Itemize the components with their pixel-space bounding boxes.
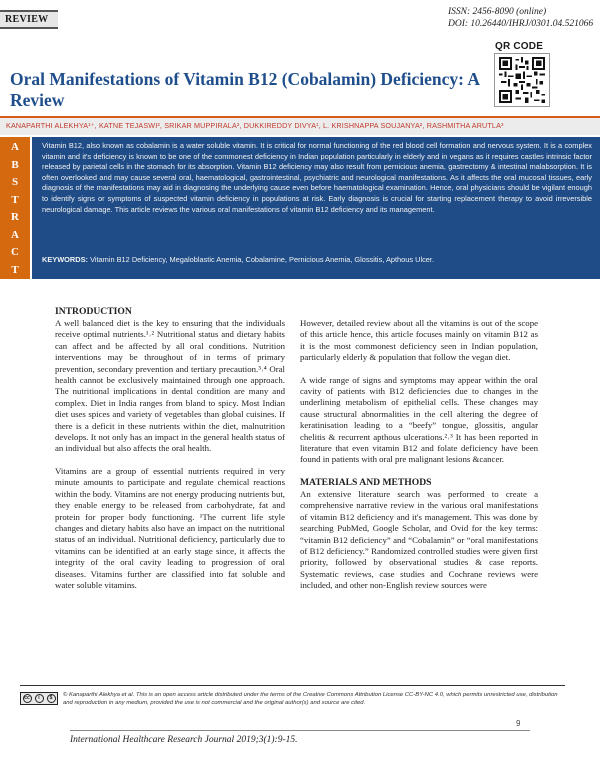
- right-paragraph-2: A wide range of signs and symptoms may appear within the oral cavity of patients with B12 deficiencies due to changes in the underlining metabolism of epithelial cells. These changes may cause structural abnormalities in the cell altering the degree of keratinisation leading to a “beefy” tongue, glossitis, angular chelitis & recurrent apthous ulcerations.²˒³ It has been reported in literature that even vitamin B12 and folate deficiency have been found in patients with oral pre malignant lesions &cancer.: [300, 374, 538, 465]
- abstract-letter: A: [11, 228, 19, 241]
- doi-text: DOI: 10.26440/IHRJ/0301.04.521066: [448, 19, 594, 29]
- qr-code-label: QR CODE: [495, 41, 544, 52]
- keywords-label: KEYWORDS:: [42, 255, 88, 264]
- footer-divider: [70, 730, 530, 731]
- abstract-side-label: [0, 137, 30, 279]
- left-column: [55, 306, 285, 591]
- abstract-letter: B: [11, 158, 19, 171]
- issn-text: ISSN: 2456-8090 (online): [448, 7, 547, 17]
- abstract-box: [32, 137, 600, 279]
- abstract-letter: C: [11, 246, 19, 258]
- methods-heading: MATERIALS AND METHODS: [300, 476, 432, 488]
- abstract-letter: T: [11, 263, 19, 276]
- issn-doi-block: [448, 6, 593, 30]
- abstract-letter: A: [11, 141, 19, 153]
- abstract-letter: R: [11, 211, 19, 223]
- journal-citation: International Healthcare Research Journal 2019;3(1):9-15.: [70, 735, 298, 745]
- license-text: © Kanaparthi Alekhya et al. This is an open access article distributed under the terms of the Creative Commons Attribution License CC-BY-NC 4.0, which permits unrestricted use, distribution and reproduction in any medium, provided the use is not commercial and the original author(s) and source are cited.: [63, 692, 558, 707]
- abstract-letter: T: [11, 193, 19, 206]
- page-number: 9: [516, 719, 521, 728]
- qr-code-icon: [494, 53, 550, 107]
- paper-title: Oral Manifestations of Vitamin B12 (Cobalamin) Deficiency: A Review: [10, 69, 480, 110]
- review-tag: REVIEW: [0, 10, 58, 29]
- methods-paragraph-1: An extensive literature search was performed to create a comprehensive narrative review in the various oral manifestations of vitamin B12 deficiency and it's management. This was done by searching PubMed, Google Scholar, and Ovid for the key terms: “vitamin B12 deficiency” and “Cobalamin” or “oral manifestations of B12 deficiency.” Randomized controlled studies were given first priority, followed by observational studies & case reports. Systematic reviews, case studies and Cochrane reviews were included, and other non-English review sources were: [300, 488, 538, 591]
- intro-paragraph-1: A well balanced diet is the key to ensuring that the individuals receive optimal nutrients.¹˒² Nutritional status and dietary habits can affect and be affected by all oral conditions. Nutrition interventions may be throughout of in terms of primary prevention, secondary prevention and tertiary precaution.³˒⁴ Oral health cannot be exclusively maintained through one approach. The nutritional implications in dental condition are many and complex. Diet in India ranges from bland to spicy. Most Indian diet uses spices and variety of vegetables than global cuisines. If there is a deficit in these nutrients within the diet, malnutrition develops. It not only has an impact in the general health status of an individual but also affects the oral health.: [55, 318, 285, 454]
- keywords-line: [42, 255, 592, 266]
- introduction-heading: INTRODUCTION: [55, 306, 132, 317]
- right-column: [300, 318, 538, 592]
- author-list: KANAPARTHI ALEKHYA¹⁺, KATNE TEJASWI², SRIKAR MUPPIRALA³, DUKKIREDDY DIVYA¹, L. KRISHNAPPA SOUJANYA², RASHMITHA ARUTLA³: [0, 116, 600, 135]
- intro-paragraph-2: Vitamins are a group of essential nutrients required in very minute amounts to participate and regulate chemical reactions within the body. Vitamins are not energy producing nutrients but, they enable energy to be released from carbohydrate, fat and protein for proper body functioning. ¹The current life style changes and dietary habits also have an impact on the nutritional status of an individual. Nutritional deficiency, particularly due to vitamins can be identified at an early stage since, it affects the integrity of the oral cavity leading to progression of oral diseases. Vitamins further are classified into fat soluble and water soluble vitamins.: [55, 465, 285, 590]
- creative-commons-icon[interactable]: cc i $: [20, 692, 58, 705]
- abstract-letter: S: [11, 176, 19, 188]
- license-notice: [20, 685, 565, 707]
- abstract-text: Vitamin B12, also known as cobalamin is a water soluble vitamin. It is critical for normal functioning of the red blood cell formation and nervous system. It is a complex vitamin and it's deficiency is known to be one of the commonest deficiency in Indian population particularly in elderly and in vegans as it requires castles intrinsic factor released by parietal cells in the stomach for its absorption. Vitamin B12 deficiency may also result from pernicious anemia, gastrectomy & intestinal malabsorption. It is often overlooked and may cause several oral, haematological, gastrointestinal, psychiatric and neurological manifestations. As it affects the oral mucosal tissues, early diagnosis of the manifestations may aid in diagnosing the underlying cause even before haematological examination. Hence, oral physicians should be vigilant enough to identify signs or symptoms of suspected vitamin deficiency in populations at risk. Early diagnosis is crucial for starting replacement therapy to avoid irreversible neurological damage. This article reviews the various oral manifestations of vitamin B12 deficiency and its management.: [42, 141, 592, 214]
- cc-label: cc: [24, 695, 30, 701]
- right-paragraph-1: However, detailed review about all the vitamins is out of the scope of this article hence, this article focuses mainly on vitamin B12 as it is the most commonest deficiency seen in Indian population, particularly elderly & population that follow the vegan diet.: [300, 318, 538, 363]
- keywords-text: Vitamin B12 Deficiency, Megaloblastic Anemia, Cobalamine, Pernicious Anemia, Glossitis, Apthous Ulcer.: [90, 255, 435, 264]
